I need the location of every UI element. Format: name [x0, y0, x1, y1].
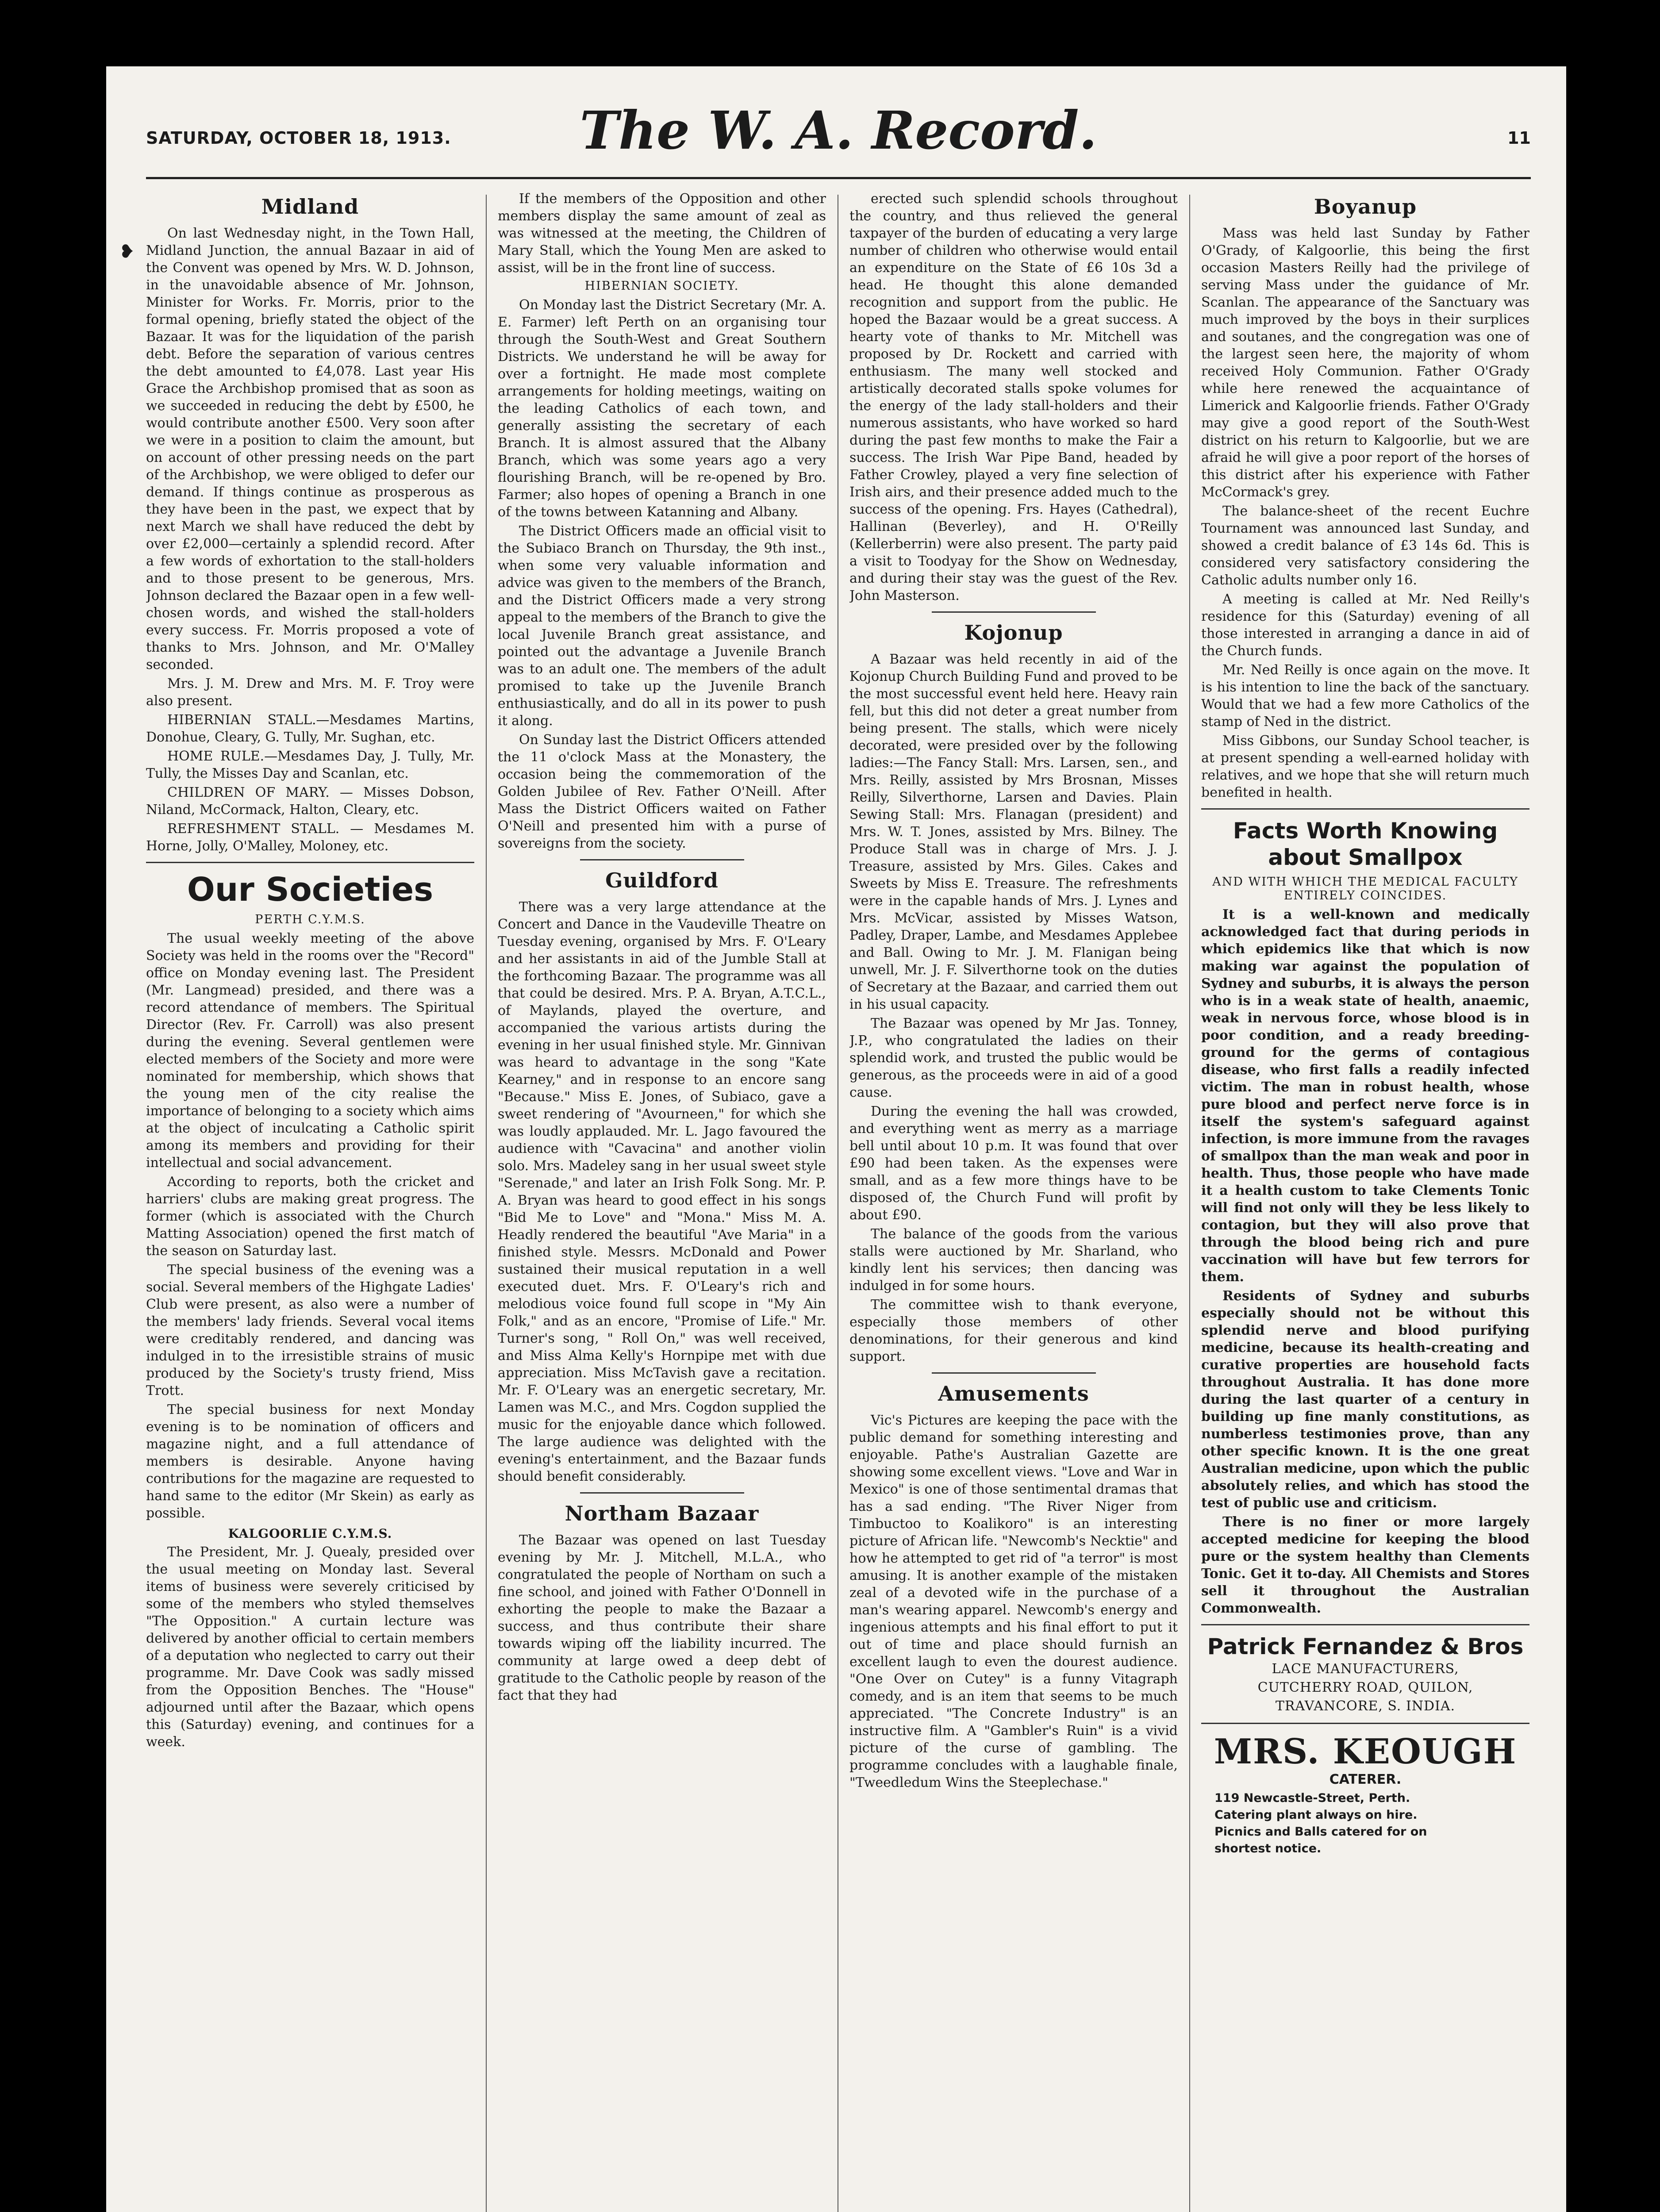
paragraph: On last Wednesday night, in the Town Hall, Midland Junction, the annual Bazaar in aid of the Convent was opened by Mrs. W. D. Johnson, in the unavoidable absence of Mr. Johnson, Minister for Works. Fr. Morris, prior to the formal opening, briefly stated the object of the Bazaar. It was for the liquidation of the parish debt. Before the separation of various centres the debt amounted to £4,078. Last year His Grace the Archbishop promised that as soon as we succeeded in reducing the debt by £500, he would contribute another £500. Very soon after we were in a position to claim the amount, but on account of other pressing needs on the part of the Archbishop, we were obliged to defer our demand. If things continue as prosperous as they have been in the past, we expect that by next March we shall have reduced the debt by over £2,000—certainly a splendid record. After a few words of exhortation to the stall-holders and to those present to be generous, Mrs. Johnson declared the Bazaar open in a few well-chosen words, and wished the stall-holders every success. Fr. Morris proposed a vote of thanks to Mrs. Johnson, and Mr. O'Malley seconded.	[146, 226, 474, 672]
paragraph: It is a well-known and medically acknowledged fact that during periods in which epidemics like that which is now making war against the population of Sydney and suburbs, it is always the person who is in a weak state of health, anaemic, weak in nervous force, whose blood is in poor condition, and a ready breeding-ground for the germs of contagious disease, who first falls a readily infected victim. The man in robust health, whose pure blood and perfect nerve force is in itself the system's safeguard against infection, is more immune from the ravages of smallpox than the man weak and poor in health. Thus, those people who have made it a health custom to take Clements Tonic will find not only will they be less likely to contagion, but they will also prove that through the blood being rich and pure vaccination will have but few terrors for them.	[1201, 907, 1529, 1285]
paragraph: HIBERNIAN STALL.—Mesdames Martins, Donohue, Cleary, G. Tully, Mr. Sughan, etc.	[146, 712, 474, 745]
paragraph: According to reports, both the cricket and harriers' clubs are making great progress. The former (which is associated with the Church Matting Association) opened the first match of the season on Saturday last.	[146, 1174, 474, 1259]
column-2	[498, 190, 826, 2212]
paragraph: There was a very large attendance at the Concert and Dance in the Vaudeville Theatre on Tuesday evening, organised by Mrs. F. O'Leary and her assistants in aid of the Jumble Stall at the forthcoming Bazaar. The programme was all that could be desired. Mrs. P. A. Bryan, A.T.C.L., of Maylands, played the overture, and accompanied the various artists during the evening in her usual finished style. Mr. Ginnivan was heard to advantage in the song "Kate Kearney," and in response to an encore sang "Because." Miss E. Jones, of Subiaco, gave a sweet rendering of "Avourneen," for which she was loudly applauded. Mr. L. Jago favoured the audience with "Cavacina" and another violin solo. Mrs. Madeley sang in her usual sweet style "Serenade," and later an Irish Folk Song. Mr. P. A. Bryan was heard to good effect in his songs "Bid Me to Love" and "Mona." Miss M. A. Headly rendered the beautiful "Ave Maria" in a finished style. Messrs. McDonald and Power sustained their musical reputation in a well executed duet. Mrs. F. O'Leary's rich and melodious voice found full scope in "My Ain Folk," and as an encore, "Promise of Life." Mr. Turner's song, " Roll On," was well received, and Miss Alma Kelly's Hornpipe met with due appreciation. Miss McTavish gave a recitation. Mr. F. O'Leary was an energetic secretary, Mr. Lamen was M.C., and Mrs. Cogdon supplied the music for the enjoyable dance which followed. The large audience was delighted with the evening's entertainment, and the Bazaar funds should benefit considerably.	[498, 899, 826, 1484]
paragraph: On Monday last the District Secretary (Mr. A. E. Farmer) left Perth on an organising tour through the South-West and Great Southern Districts. We understand he will be away for over a fortnight. He made most complete arrangements for holding meetings, waiting on the leading Catholics of each town, and generally assisting the secretary of each Branch. It is almost assured that the Albany Branch, which was some years ago a very flourishing Branch, will be re-opened by Bro. Farmer; also hopes of opening a Branch in one of the towns between Katanning and Albany.	[498, 297, 826, 520]
article-northam-bazaar	[498, 1502, 826, 1704]
newspaper-page	[106, 66, 1566, 2212]
article-heading: Kojonup	[964, 621, 1063, 645]
advert-line: TRAVANCORE, S. INDIA.	[1275, 1698, 1456, 1714]
column-4	[1201, 190, 1529, 2212]
advert-name: MRS. KEOUGH	[1214, 1732, 1517, 1772]
sub-heading: KALGOORLIE C.Y.M.S.	[228, 1526, 392, 1541]
advert-line: Picnics and Balls catered for on	[1214, 1825, 1427, 1839]
advert-name: Patrick Fernandez & Bros	[1207, 1634, 1524, 1659]
paragraph: The President, Mr. J. Quealy, presided over the usual meeting on Monday last. Several items of business were severely criticised by some of the members who styled themselves "The Opposition." A curtain lecture was delivered by another official to certain members of a deputation who neglected to carry out their programme. Mr. Dave Cook was sadly missed from the Opposition Benches. The "House" adjourned until after the Bazaar, which opens this (Saturday) evening, and continues for a week.	[146, 1544, 474, 1750]
advert-line: LACE MANUFACTURERS,	[1272, 1661, 1459, 1677]
paragraph: Miss Gibbons, our Sunday School teacher, is at present spending a well-earned holiday with relatives, and we hope that she will return much benefited in health.	[1201, 733, 1529, 800]
article-heading: Our Societies	[187, 871, 434, 909]
advert-line: 119 Newcastle-Street, Perth.	[1214, 1791, 1410, 1805]
column-rule	[486, 195, 487, 2212]
paragraph: The special business for next Monday evening is to be nomination of officers and magazine night, and a full attendance of members is desirable. Anyone having contributions for the magazine are requested to hand same to the editor (Mr Skein) as early as possible.	[146, 1402, 474, 1521]
paragraph: Vic's Pictures are keeping the pace with the public demand for something interesting and enjoyable. Pathe's Australian Gazette are showing some excellent views. "Love and War in Mexico" is one of those sentimental dramas that has a sad ending. "The River Niger from Timbuctoo to Koalikoro" is an interesting picture of African life. "Newcomb's Necktie" and how he attempted to get rid of "a terror" is most amusing. It is another example of the mistaken zeal of a devoted wife in the purchase of a man's wearing apparel. Newcomb's energy and ingenious attempts and his final effort to put it out of time and place should furnish an excellent laugh to even the dourest audience. "One Over on Cutey" is a funny Vitagraph comedy, and is an item that seems to be much appreciated. "The Concrete Industry" is an instructive film. A "Gambler's Ruin" is a vivid picture of the curse of gambling. The programme concludes with a laughable finale, "Tweedledum Wins the Steeplechase."	[849, 1413, 1178, 1790]
article-our-societies	[146, 871, 474, 1751]
issue-date: SATURDAY, OCTOBER 18, 1913.	[146, 128, 451, 148]
advert-fernandez	[1201, 1633, 1529, 1716]
article-boyanup	[1201, 195, 1529, 801]
article-heading: Boyanup	[1314, 195, 1417, 219]
divider	[932, 1372, 1096, 1374]
paragraph: The District Officers made an official visit to the Subiaco Branch on Thursday, the 9th inst., when some very valuable information and advice was given to the members of the Branch, and the District Officers made a very strong appeal to the members of the Branch to give the local Juvenile Branch great assistance, and pointed out the advantage a Juvenile Branch was to an adult one. The members of the adult promised to take up the Juvenile Branch enthusiastically, and do all in its power to push it along.	[498, 523, 826, 729]
article-heading: Amusements	[938, 1382, 1089, 1406]
article-kojonup	[849, 621, 1178, 1365]
article-heading: Midland	[261, 195, 359, 219]
column-rule	[1189, 195, 1190, 2212]
divider	[580, 859, 744, 860]
advert-keough	[1201, 1732, 1529, 1857]
article-guildford	[498, 868, 826, 1485]
divider	[1201, 1624, 1529, 1625]
paragraph: Mass was held last Sunday by Father O'Grady, of Kalgoorlie, this being the first occasion Masters Reilly had the privilege of serving Mass under the guidance of Mr. Scanlan. The appearance of the Sanctuary was much improved by the boys in their surplices and soutanes, and the congregation was one of the largest seen here, the majority of whom received Holy Communion. Father O'Grady while here renewed the acquaintance of Limerick and Kalgoorlie friends. Father O'Grady may give a good report of the South-West district on his return to Kalgoorlie, but we are afraid he will give a poor report of the horses of this district after his experience with Father McCormack's grey.	[1201, 226, 1529, 500]
paragraph: If the members of the Opposition and other members display the same amount of zeal as was witnessed at the meeting, the Children of Mary Stall, which the Young Men are asked to assist, will be in the front line of success.	[498, 191, 826, 276]
article-continuation	[498, 190, 826, 852]
article-heading: Northam Bazaar	[565, 1502, 759, 1525]
article-continuation	[849, 190, 1178, 604]
paragraph: There is no finer or more largely accepted medicine for keeping the blood pure or the system healthy than Clements Tonic. Get it to-day. All Chemists and Stores sell it throughout the Australian Commonwealth.	[1201, 1514, 1529, 1616]
sub-heading: PERTH C.Y.M.S.	[255, 913, 365, 926]
article-heading: Facts Worth Knowing about Smallpox	[1233, 818, 1498, 870]
article-heading: Guildford	[605, 868, 719, 892]
paragraph: CHILDREN OF MARY. — Misses Dobson, Niland, McCormack, Halton, Cleary, etc.	[146, 785, 474, 818]
article-midland	[146, 195, 474, 855]
divider	[1201, 808, 1529, 810]
paragraph: Mrs. J. M. Drew and Mrs. M. F. Troy were also present.	[146, 676, 474, 709]
paragraph: Mr. Ned Reilly is once again on the move. It is his intention to line the back of the sanctuary. Would that we had a few more Catholics of the stamp of Ned in the district.	[1201, 662, 1529, 730]
advert-line: shortest notice.	[1214, 1842, 1322, 1855]
paragraph: HOME RULE.—Mesdames Day, J. Tully, Mr. Tully, the Misses Day and Scanlan, etc.	[146, 749, 474, 781]
article-amusements	[849, 1382, 1178, 1791]
divider	[146, 862, 474, 863]
margin-mark-icon: ❥	[119, 241, 134, 262]
paragraph: The special business of the evening was a social. Several members of the Highgate Ladies' Club were present, as also were a number of the members' lady friends. Several vocal items were creditably rendered, and dancing was indulged in to the irresistible strains of music produced by the Society's trusty friend, Miss Trott.	[146, 1262, 474, 1398]
newspaper-title: The W. A. Record.	[580, 100, 1097, 161]
column-1	[146, 190, 474, 2212]
divider	[1201, 1723, 1529, 1724]
paragraph: The balance of the goods from the various stalls were auctioned by Mr. Sharland, who kindly lent his services; then dancing was indulged in for some hours.	[849, 1226, 1178, 1294]
paragraph: Residents of Sydney and suburbs especially should not be without this splendid nerve and blood purifying medicine, because its health-creating and curative properties are household facts throughout Australia. It has done more during the last quarter of a century in building up fine manly constitutions, as numberless testimonies prove, than any other specific known. It is the one great Australian medicine, upon which the public absolutely relies, and which has stood the test of public use and criticism.	[1201, 1288, 1529, 1511]
divider	[932, 611, 1096, 613]
paragraph: On Sunday last the District Officers attended the 11 o'clock Mass at the Monastery, the occasion being the commemoration of the Golden Jubilee of Rev. Father O'Neill. After Mass the District Officers waited on Father O'Neill and presented him with a purse of sovereigns from the society.	[498, 732, 826, 851]
paragraph: A meeting is called at Mr. Ned Reilly's residence for this (Saturday) evening of all those interested in arranging a dance in aid of the Church funds.	[1201, 591, 1529, 659]
paragraph: During the evening the hall was crowded, and everything went as merry as a marriage bell until about 10 p.m. It was found that over £90 had been taken. As the expenses were small, and as a few more things have to be disposed of, the Church Fund will profit by about £90.	[849, 1104, 1178, 1223]
paragraph: erected such splendid schools throughout the country, and thus relieved the general taxpayer of the burden of educating a very large number of children who otherwise would entail an expenditure on the State of £6 10s 3d a head. He thought this alone demanded recognition and support from the public. He hoped the Bazaar would be a great success. A hearty vote of thanks to Mr. Mitchell was proposed by Dr. Rockett and carried with enthusiasm. The many well stocked and artistically decorated stalls spoke volumes for the energy of the lady stall-holders and their numerous assistants, who have worked so hard during the past few months to make the Fair a success. The Irish War Pipe Band, headed by Father Crowley, played a very fine selection of Irish airs, and their presence added much to the success of the opening. Frs. Hayes (Cathedral), Hallinan (Beverley), and H. O'Reilly (Kellerberrin) were also present. The party paid a visit to Toodyay for the Show on Wednesday, and during their stay was the guest of the Rev. John Masterson.	[849, 191, 1178, 603]
advert-line: CUTCHERRY ROAD, QUILON,	[1257, 1680, 1473, 1695]
advert-role: CATERER.	[1329, 1772, 1402, 1787]
article-smallpox-advert	[1201, 818, 1529, 1617]
masthead	[146, 97, 1531, 173]
paragraph: A Bazaar was held recently in aid of the Kojonup Church Building Fund and proved to be the most successful event held here. Heavy rain fell, but this did not deter a great number from being present. The stalls, which were nicely decorated, were presided over by the following ladies:—The Fancy Stall: Mrs. Larsen, sen., and Mrs. Reilly, assisted by Mrs Brosnan, Misses Reilly, Silverthorne, Larsen and Davies. Plain Sewing Stall: Mrs. Flanagan (president) and Mrs. W. T. Jones, assisted by Mrs. Bilney. The Produce Stall was in charge of Mrs. J. J. Treasure, assisted by Mrs. Giles. Cakes and Sweets by Miss E. Treasure. The refreshments were in the capable hands of Mrs. J. Lynes and Mrs. McVicar, assisted by Misses Watson, Padley, Draper, Lambe, and Mesdames Applebee and Ball. Owing to Mr. J. M. Flanigan being unwell, Mr. J. F. Silverthorne took on the duties of Secretary at the Bazaar, and carried them out in his usual capacity.	[849, 652, 1178, 1012]
paragraph: The balance-sheet of the recent Euchre Tournament was announced last Sunday, and showed a credit balance of £3 14s 6d. This is considered very satisfactory considering the Catholic adults number only 16.	[1201, 503, 1529, 588]
page-number: 11	[1507, 128, 1531, 148]
paragraph: The committee wish to thank everyone, especially those members of other denominations, for their generous and kind support.	[849, 1297, 1178, 1364]
paragraph: The Bazaar was opened by Mr Jas. Tonney, J.P., who congratulated the ladies on their splendid work, and trusted the public would be generous, as the proceeds were in aid of a good cause.	[849, 1016, 1178, 1100]
sub-heading: HIBERNIAN SOCIETY.	[584, 279, 739, 293]
divider	[580, 1492, 744, 1494]
masthead-rule	[146, 177, 1531, 179]
paragraph: The Bazaar was opened on last Tuesday evening by Mr. J. Mitchell, M.L.A., who congratulated the people of Northam on such a fine school, and joined with Father O'Donnell in exhorting the people to make the Bazaar a success, and thus contribute their share towards wiping off the liability incurred. The community at large owed a deep debt of gratitude to the Catholic people by reason of the fact that they had	[498, 1532, 826, 1703]
paragraph: REFRESHMENT STALL. — Mesdames M. Horne, Jolly, O'Malley, Moloney, etc.	[146, 821, 474, 854]
column-3	[849, 190, 1178, 2212]
advert-line: Catering plant always on hire.	[1214, 1808, 1418, 1822]
sub-heading: AND WITH WHICH THE MEDICAL FACULTY ENTIRELY COINCIDES.	[1212, 875, 1518, 902]
paragraph: The usual weekly meeting of the above Society was held in the rooms over the "Record" office on Monday evening last. The President (Mr. Langmead) presided, and there was a record attendance of members. The Spiritual Director (Rev. Fr. Carroll) was also present during the evening. Several gentlemen were elected members of the Society and more were nominated for membership, which shows that the young men of the city realise the importance of belonging to a society which aims at the object of inculcating a Catholic spirit among its members and providing for their intellectual and social advancement.	[146, 931, 474, 1171]
